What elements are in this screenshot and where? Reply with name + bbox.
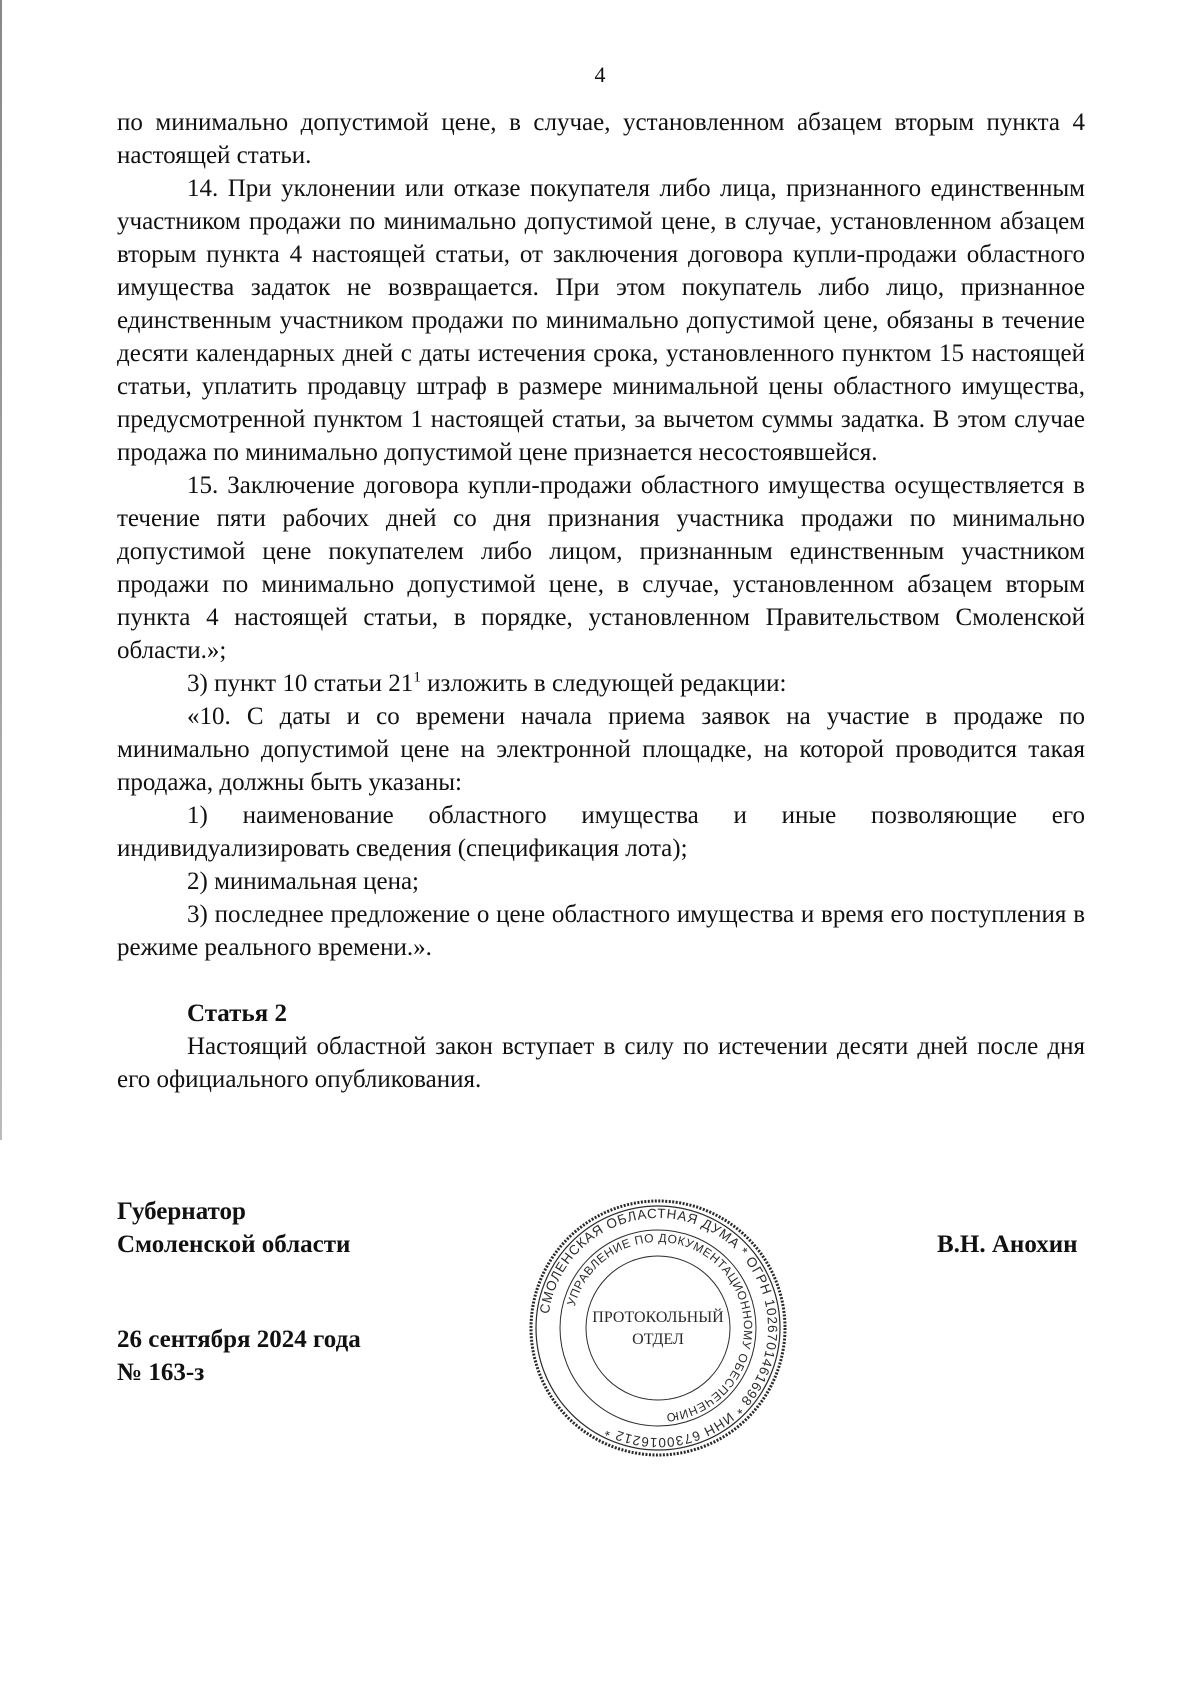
scan-margin-line: [0, 0, 2, 1140]
list-item-2: 2) минимальная цена;: [187, 868, 419, 895]
paragraph-10: «10. С даты и со времени начала приема заявок на участие в продаже по минимально допустимой цене на электронной площадке, на которой проводится такая продажа, должны быть указаны:: [117, 703, 1085, 796]
law-number: № 163-з: [117, 1359, 205, 1386]
seal-second-ring: [536, 1206, 780, 1450]
article-2-heading: Статья 2: [187, 1000, 287, 1027]
seal-middle-ring: [560, 1230, 756, 1426]
document-body: [117, 106, 1085, 1096]
official-seal-stamp: [528, 1198, 788, 1458]
signatory-position-line-1: Губернатор: [117, 1198, 246, 1225]
paragraph-14: 14. При уклонении или отказе покупателя либо лица, признанного единственным участником продажи по минимально допустимой цене, в случае, установленном абзацем вторым пункта 4 настоящей статьи, от заключения договора купли-продажи областного имущества задаток не возвращается. При этом покупатель либо лицо, признанное единственным участником продажи по минимально допустимой цене, обязаны в течение десяти календарных дней с даты истечения срока, установленного пунктом 15 настоящей статьи, уплатить продавцу штраф в размере минимальной цены областного имущества, предусмотренной пунктом 1 настоящей статьи, за вычетом суммы задатка. В этом случае продажа по минимально допустимой цене признается несостоявшейся.: [117, 175, 1085, 466]
article-2-text: Настоящий областной закон вступает в силу по истечении десяти дней после дня его официального опубликования.: [117, 1033, 1085, 1093]
law-date: 26 сентября 2024 года: [117, 1326, 361, 1353]
seal-center-line-2: ОТДЕЛ: [632, 1331, 684, 1348]
seal-outer-text: СМОЛЕНСКАЯ ОБЛАСТНАЯ ДУМА * ОГРН 1026701461698 * ИНН 6730016212 *: [536, 1205, 781, 1451]
law-date-block: [117, 1323, 361, 1389]
page-number: 4: [594, 62, 606, 87]
list-item-3: 3) последнее предложение о цене областного имущества и время его поступления в режиме реального времени.».: [117, 901, 1085, 961]
paragraph-item-3: [117, 667, 1085, 700]
item-3-text: 3) пункт 10 статьи 21: [187, 670, 414, 697]
item-3-superscript: 1: [413, 669, 421, 686]
signatory-position-line-2: Смоленской области: [117, 1231, 351, 1258]
list-item-1: 1) наименование областного имущества и иные позволяющие его индивидуализировать сведения (спецификация лота);: [117, 802, 1085, 862]
signatory-name: В.Н. Анохин: [937, 1231, 1078, 1258]
seal-outer-ring: [531, 1201, 785, 1455]
paragraph-15: 15. Заключение договора купли-продажи областного имущества осуществляется в течение пяти рабочих дней со дня признания участника продажи по минимально допустимой цене покупателем либо лицом, признанным единственным участником продажи по минимально допустимой цене, в случае, установленном абзацем вторым пункта 4 настоящей статьи, в порядке, установленном Правительством Смоленской области.»;: [117, 472, 1085, 664]
seal-center-line-1: ПРОТОКОЛЬНЫЙ: [592, 1309, 724, 1326]
seal-inner-text: УПРАВЛЕНИЕ ПО ДОКУМЕНТАЦИОННОМУ ОБЕСПЕЧЕНИЮ: [564, 1230, 756, 1425]
item-3-text-after: изложить в следующей редакции:: [420, 670, 787, 697]
signatory-position: [117, 1195, 447, 1261]
seal-inner-ring: [586, 1256, 730, 1400]
paragraph-continuation: по минимально допустимой цене, в случае, установленном абзацем вторым пункта 4 настоящей статьи.: [117, 109, 1085, 169]
